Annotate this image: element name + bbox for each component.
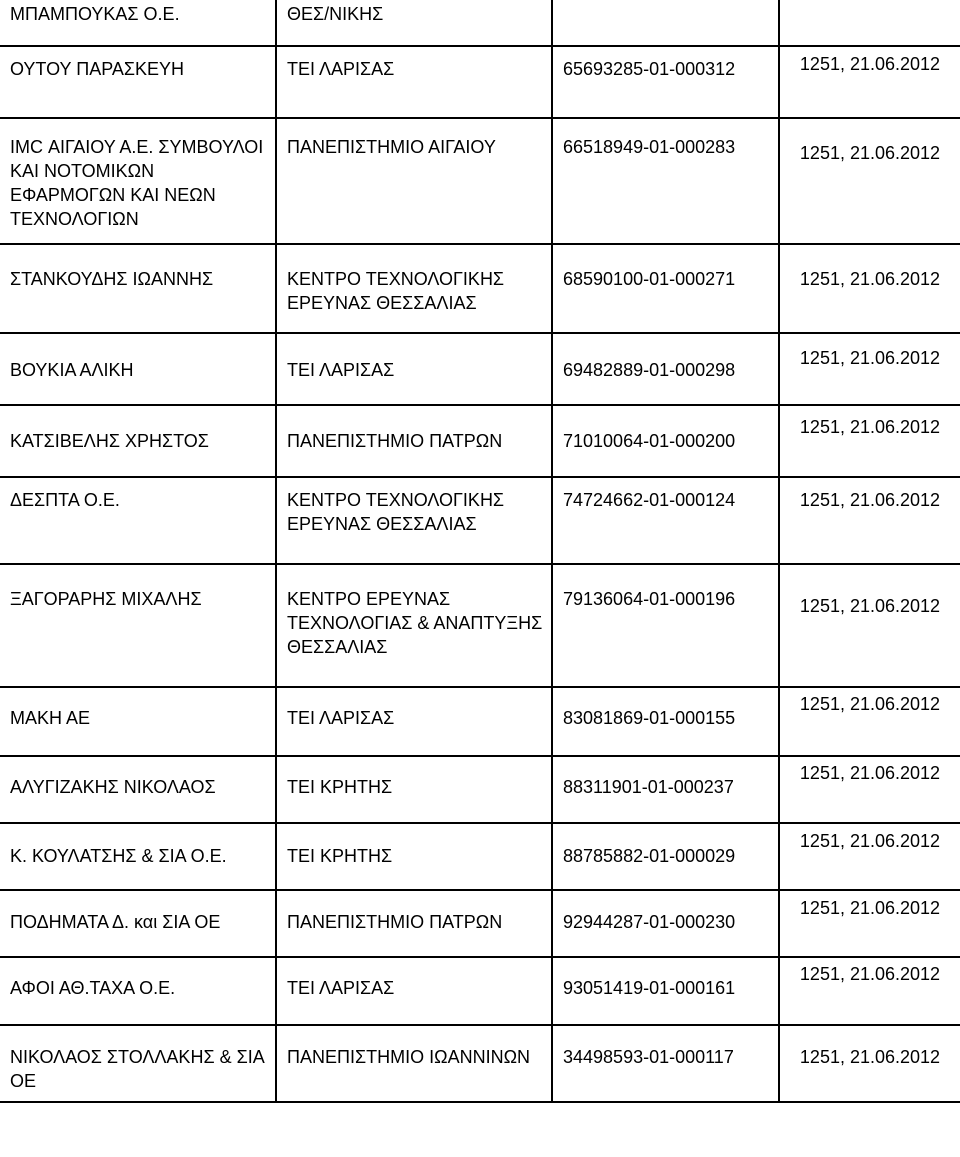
code-cell: [552, 1025, 779, 1102]
company-cell: [0, 756, 276, 823]
institution-cell-text: ΚΕΝΤΡΟ ΤΕΧΝΟΛΟΓΙΚΗΣ ΕΡΕΥΝΑΣ ΘΕΣΣΑΛΙΑΣ: [287, 490, 505, 534]
decision-cell: [779, 957, 960, 1025]
code-cell-text: 74724662-01-000124: [563, 490, 736, 510]
code-cell: [552, 333, 779, 405]
code-cell: [552, 477, 779, 564]
table-row: [0, 890, 960, 957]
table-row: [0, 0, 960, 46]
institution-cell: [276, 687, 552, 756]
institution-cell-text: ΠΑΝΕΠΙΣΤΗΜΙΟ ΑΙΓΑΙΟΥ: [287, 137, 496, 157]
code-cell: [552, 890, 779, 957]
code-cell: [552, 564, 779, 687]
decision-cell: [779, 405, 960, 477]
code-cell-text: 79136064-01-000196: [563, 589, 736, 609]
table-row: [0, 405, 960, 477]
institution-cell-text: ΠΑΝΕΠΙΣΤΗΜΙΟ ΙΩΑΝΝΙΝΩΝ: [287, 1047, 531, 1067]
decision-cell-text: 1251, 21.06.2012: [799, 490, 941, 510]
institution-cell-text: ΚΕΝΤΡΟ ΕΡΕΥΝΑΣ ΤΕΧΝΟΛΟΓΙΑΣ & ΑΝΑΠΤΥΞΗΣ ΘΕΣΣΑΛΙΑΣ: [287, 589, 543, 657]
decision-cell: [779, 333, 960, 405]
institution-cell: [276, 564, 552, 687]
code-cell: [552, 118, 779, 244]
institution-cell: [276, 0, 552, 46]
company-cell: [0, 823, 276, 890]
institution-cell: [276, 823, 552, 890]
decision-cell: [779, 118, 960, 244]
institution-cell-text: ΤΕΙ ΛΑΡΙΣΑΣ: [287, 59, 395, 79]
institution-cell-text: ΠΑΝΕΠΙΣΤΗΜΙΟ ΠΑΤΡΩΝ: [287, 431, 503, 451]
company-cell-text: ΒΟΥΚΙΑ ΑΛΙΚΗ: [10, 360, 134, 380]
company-cell: [0, 244, 276, 333]
code-cell-text: 68590100-01-000271: [563, 269, 736, 289]
code-cell-text: 88785882-01-000029: [563, 846, 736, 866]
company-cell-text: IMC ΑΙΓΑΙΟΥ Α.Ε. ΣΥΜΒΟΥΛΟΙ ΚΑΙ ΝΟΤΟΜΙΚΩΝ ΕΦΑΡΜΟΓΩΝ ΚΑΙ ΝΕΩΝ ΤΕΧΝΟΛΟΓΙΩΝ: [10, 137, 264, 229]
decision-cell-text: 1251, 21.06.2012: [799, 1047, 941, 1067]
code-cell: [552, 0, 779, 46]
table-row: [0, 823, 960, 890]
company-cell: [0, 890, 276, 957]
institution-cell-text: ΤΕΙ ΛΑΡΙΣΑΣ: [287, 360, 395, 380]
company-cell-text: ΜΑΚΗ ΑΕ: [10, 708, 91, 728]
table-row: [0, 756, 960, 823]
institution-cell-text: ΤΕΙ ΛΑΡΙΣΑΣ: [287, 978, 395, 998]
institution-cell: [276, 405, 552, 477]
table-row: [0, 244, 960, 333]
institution-cell: [276, 756, 552, 823]
decision-cell: [779, 1025, 960, 1102]
code-cell-text: 93051419-01-000161: [563, 978, 736, 998]
institution-cell: [276, 957, 552, 1025]
company-cell: [0, 957, 276, 1025]
code-cell: [552, 823, 779, 890]
decision-cell-text: 1251, 21.06.2012: [799, 898, 941, 918]
table-row: [0, 477, 960, 564]
table-row: [0, 564, 960, 687]
institution-cell-text: ΤΕΙ ΚΡΗΤΗΣ: [287, 777, 393, 797]
decision-cell: [779, 687, 960, 756]
company-cell: [0, 564, 276, 687]
company-cell: [0, 405, 276, 477]
code-cell-text: 88311901-01-000237: [563, 777, 734, 797]
decision-cell: [779, 244, 960, 333]
company-cell: [0, 1025, 276, 1102]
decision-cell-text: 1251, 21.06.2012: [799, 417, 941, 437]
table-row: [0, 687, 960, 756]
company-cell-text: ΝΙΚΟΛΑΟΣ ΣΤΟΛΛΑΚΗΣ & ΣΙΑ ΟΕ: [10, 1047, 264, 1091]
institution-cell-text: ΤΕΙ ΛΑΡΙΣΑΣ: [287, 708, 395, 728]
code-cell-text: 71010064-01-000200: [563, 431, 736, 451]
company-cell: [0, 0, 276, 46]
code-cell-text: 65693285-01-000312: [563, 59, 736, 79]
decision-cell-text: 1251, 21.06.2012: [799, 348, 941, 368]
company-cell: [0, 477, 276, 564]
code-cell: [552, 244, 779, 333]
decision-cell-text: 1251, 21.06.2012: [799, 964, 941, 984]
institution-cell-text: ΘΕΣ/ΝΙΚΗΣ: [287, 4, 384, 24]
decision-cell: [779, 890, 960, 957]
institution-cell: [276, 1025, 552, 1102]
company-cell-text: ΜΠΑΜΠΟΥΚΑΣ Ο.Ε.: [10, 4, 180, 24]
table-row: [0, 1025, 960, 1102]
company-cell-text: ΠΟΔΗΜΑΤΑ Δ. και ΣΙΑ ΟΕ: [10, 912, 221, 932]
code-cell: [552, 405, 779, 477]
company-cell: [0, 687, 276, 756]
code-cell-text: 34498593-01-000117: [563, 1047, 734, 1067]
company-cell-text: ΣΤΑΝΚΟΥΔΗΣ ΙΩΑΝΝΗΣ: [10, 269, 214, 289]
company-cell-text: ΔΕΣΠΤΑ Ο.Ε.: [10, 490, 120, 510]
decision-cell: [779, 46, 960, 118]
institution-cell: [276, 477, 552, 564]
company-cell: [0, 118, 276, 244]
institution-cell: [276, 890, 552, 957]
institution-cell: [276, 118, 552, 244]
company-cell-text: ΞΑΓΟΡΑΡΗΣ ΜΙΧΑΛΗΣ: [10, 589, 202, 609]
decision-cell-text: 1251, 21.06.2012: [799, 763, 941, 783]
company-cell-text: ΚΑΤΣΙΒΕΛΗΣ ΧΡΗΣΤΟΣ: [10, 431, 209, 451]
decision-cell-text: 1251, 21.06.2012: [799, 269, 941, 289]
code-cell-text: 66518949-01-000283: [563, 137, 736, 157]
decision-cell-text: 1251, 21.06.2012: [799, 143, 941, 163]
company-cell-text: ΑΦΟΙ ΑΘ.ΤΑΧΑ Ο.Ε.: [10, 978, 176, 998]
institution-cell: [276, 46, 552, 118]
code-cell-text: 83081869-01-000155: [563, 708, 736, 728]
institution-cell: [276, 333, 552, 405]
institution-cell: [276, 244, 552, 333]
decision-cell: [779, 477, 960, 564]
code-cell: [552, 756, 779, 823]
decision-cell-text: 1251, 21.06.2012: [799, 596, 941, 616]
decision-cell: [779, 823, 960, 890]
decision-cell-text: 1251, 21.06.2012: [799, 54, 941, 74]
decision-cell: [779, 756, 960, 823]
table-row: [0, 118, 960, 244]
code-cell: [552, 957, 779, 1025]
company-cell-text: Κ. ΚΟΥΛΑΤΣΗΣ & ΣΙΑ Ο.Ε.: [10, 846, 227, 866]
company-cell-text: ΑΛΥΓΙΖΑΚΗΣ ΝΙΚΟΛΑΟΣ: [10, 777, 216, 797]
code-cell: [552, 687, 779, 756]
company-cell: [0, 46, 276, 118]
table-row: [0, 333, 960, 405]
decision-cell: [779, 0, 960, 46]
institution-cell-text: ΚΕΝΤΡΟ ΤΕΧΝΟΛΟΓΙΚΗΣ ΕΡΕΥΝΑΣ ΘΕΣΣΑΛΙΑΣ: [287, 269, 505, 313]
decision-cell-text: 1251, 21.06.2012: [799, 831, 941, 851]
company-cell-text: ΟΥΤΟΥ ΠΑΡΑΣΚΕΥΗ: [10, 59, 185, 79]
code-cell: [552, 46, 779, 118]
table-row: [0, 46, 960, 118]
institution-cell-text: ΠΑΝΕΠΙΣΤΗΜΙΟ ΠΑΤΡΩΝ: [287, 912, 503, 932]
decision-cell: [779, 564, 960, 687]
code-cell-text: 92944287-01-000230: [563, 912, 736, 932]
table-row: [0, 957, 960, 1025]
code-cell-text: 69482889-01-000298: [563, 360, 736, 380]
institution-cell-text: ΤΕΙ ΚΡΗΤΗΣ: [287, 846, 393, 866]
company-cell: [0, 333, 276, 405]
decision-cell-text: 1251, 21.06.2012: [799, 694, 941, 714]
